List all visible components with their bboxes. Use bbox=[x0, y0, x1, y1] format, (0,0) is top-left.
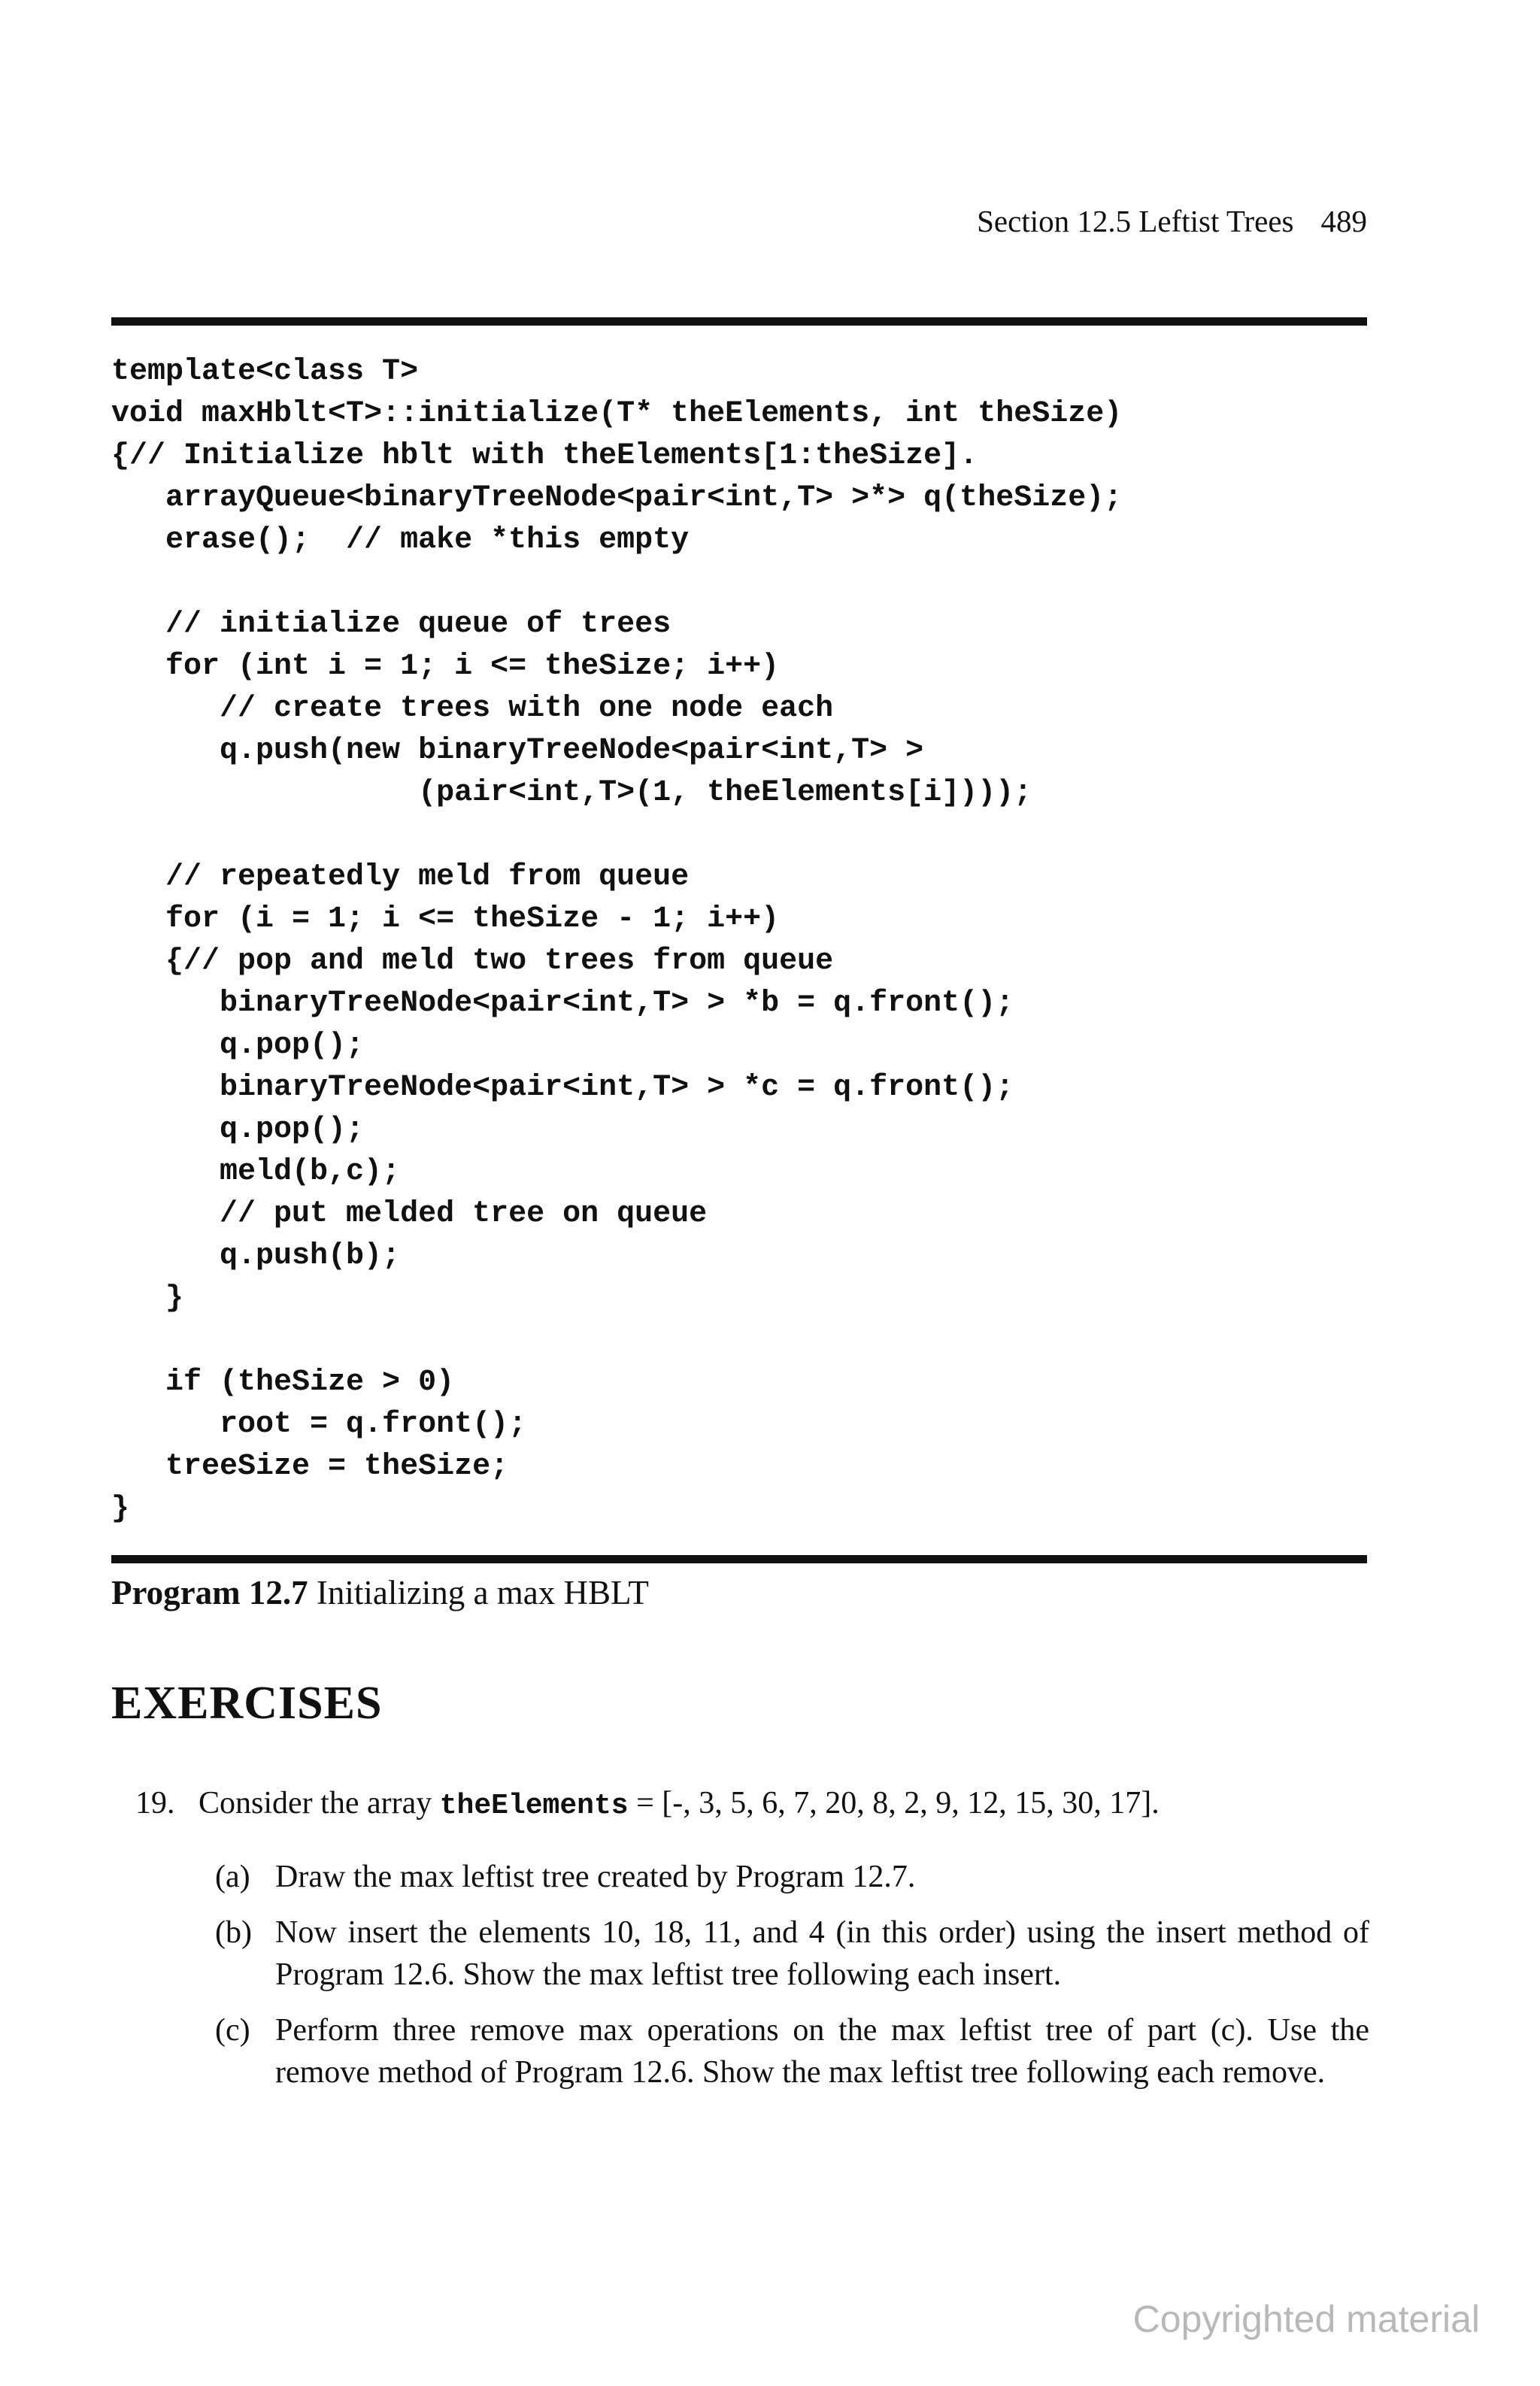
exercise-part-a bbox=[215, 1856, 1369, 1898]
exercises-heading: EXERCISES bbox=[111, 1678, 383, 1729]
exercise-number: 19. bbox=[135, 1786, 175, 1821]
code-listing bbox=[111, 351, 1122, 1530]
code-line: q.pop(); bbox=[111, 1029, 365, 1063]
exercise-text-after: = [-, 3, 5, 6, 7, 20, 8, 2, 9, 12, 15, 30, 17]. bbox=[636, 1786, 1160, 1821]
code-line bbox=[111, 562, 1122, 604]
code-line bbox=[111, 1320, 1122, 1362]
exercise-parts bbox=[215, 1856, 1369, 2107]
program-caption-label: Program 12.7 bbox=[111, 1574, 308, 1611]
program-caption-text: Initializing a max HBLT bbox=[316, 1574, 649, 1611]
code-line: binaryTreeNode<pair<int,T> > *c = q.front(); bbox=[111, 1071, 1014, 1105]
code-line: q.push(new binaryTreeNode<pair<int,T> > bbox=[111, 734, 924, 768]
code-line: root = q.front(); bbox=[111, 1408, 527, 1442]
code-line: treeSize = theSize; bbox=[111, 1450, 509, 1484]
code-line: for (i = 1; i <= theSize - 1; i++) bbox=[111, 902, 780, 936]
page-number: 489 bbox=[1320, 204, 1367, 238]
code-line: // create trees with one node each bbox=[111, 692, 834, 726]
code-line: erase(); // make *this empty bbox=[111, 523, 690, 557]
code-line: // initialize queue of trees bbox=[111, 608, 671, 641]
code-line: // put melded tree on queue bbox=[111, 1197, 708, 1231]
code-line: binaryTreeNode<pair<int,T> > *b = q.front(); bbox=[111, 987, 1014, 1020]
copyright-watermark: Copyrighted material bbox=[1132, 2298, 1480, 2340]
top-rule bbox=[111, 317, 1367, 326]
exercise-19 bbox=[135, 1782, 1369, 1827]
program-caption bbox=[111, 1573, 649, 1612]
exercise-text-before: Consider the array bbox=[199, 1786, 432, 1821]
running-title: Section 12.5 Leftist Trees bbox=[977, 204, 1294, 238]
running-header bbox=[977, 203, 1367, 239]
code-line: (pair<int,T>(1, theElements[i]))); bbox=[111, 776, 1032, 810]
code-line bbox=[111, 814, 1122, 856]
code-line: } bbox=[111, 1492, 130, 1526]
exercise-code: theElements bbox=[439, 1790, 629, 1822]
part-text: Now insert the elements 10, 18, 11, and 4 (in this order) using the insert method of Program 12.6. Show the max leftist tree following each insert. bbox=[275, 1915, 1369, 1992]
code-line: {// Initialize hblt with theElements[1:theSize]. bbox=[111, 439, 978, 473]
part-label: (b) bbox=[215, 1915, 252, 1950]
code-line: if (theSize > 0) bbox=[111, 1366, 455, 1399]
exercise-part-b bbox=[215, 1912, 1369, 1996]
code-line: // repeatedly meld from queue bbox=[111, 860, 690, 894]
code-line: q.push(b); bbox=[111, 1239, 401, 1273]
part-text: Perform three remove max operations on the max leftist tree of part (c). Use the remove method of Program 12.6. Show the max leftist tree following each remove. bbox=[275, 2013, 1369, 2090]
part-label: (c) bbox=[215, 2013, 250, 2048]
code-line: meld(b,c); bbox=[111, 1155, 401, 1189]
code-line: {// pop and meld two trees from queue bbox=[111, 944, 834, 978]
code-line: } bbox=[111, 1281, 184, 1315]
part-label: (a) bbox=[215, 1860, 250, 1894]
code-line: template<class T> bbox=[111, 355, 419, 389]
code-line: for (int i = 1; i <= theSize; i++) bbox=[111, 650, 780, 684]
code-line: arrayQueue<binaryTreeNode<pair<int,T> >*> q(theSize); bbox=[111, 481, 1123, 515]
part-text: Draw the max leftist tree created by Program 12.7. bbox=[275, 1860, 916, 1894]
bottom-rule bbox=[111, 1555, 1367, 1563]
code-line: void maxHblt<T>::initialize(T* theElements, int theSize) bbox=[111, 397, 1123, 431]
exercise-part-c bbox=[215, 2009, 1369, 2093]
code-line: q.pop(); bbox=[111, 1113, 365, 1147]
